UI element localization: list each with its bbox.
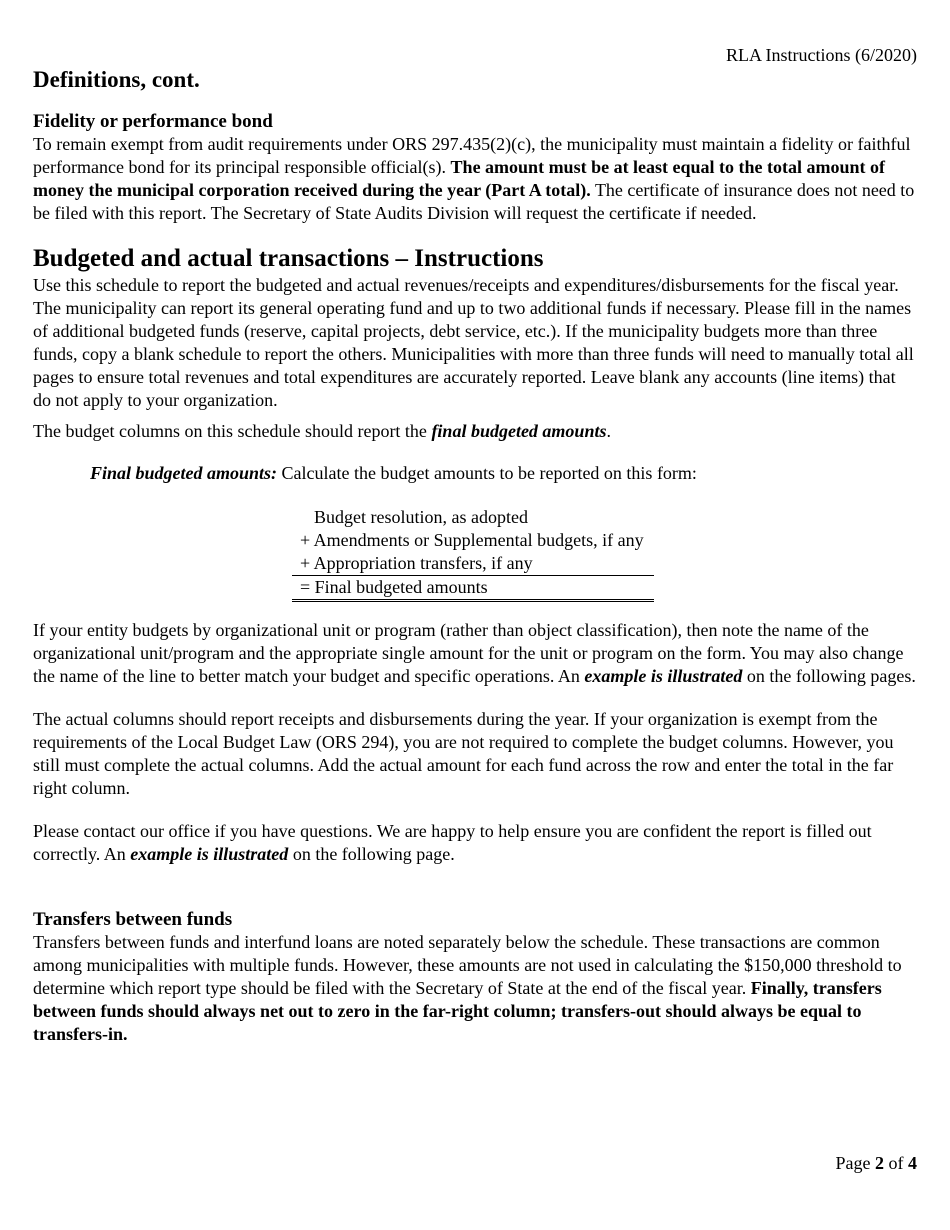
budgeted-section-title: Budgeted and actual transactions – Instructions <box>33 245 544 272</box>
fidelity-bold-text: The amount must be at least equal to the total amount of money the municipal corporation received during the year (Part A total). <box>33 157 886 200</box>
budgeted-paragraph-5 <box>33 820 917 866</box>
transfers-paragraph <box>33 931 917 1046</box>
formula-line-1: Budget resolution, as adopted <box>314 507 528 527</box>
budgeted-para-5-post: on the following page. <box>288 844 455 864</box>
fidelity-section <box>33 110 917 225</box>
formula-line-4: = Final budgeted amounts <box>292 576 654 602</box>
page-total: 4 <box>908 1153 917 1173</box>
budgeted-paragraph-2 <box>33 420 917 443</box>
transfers-bold-text: Finally, transfers between funds should always net out to zero in the far-right column; transfers-out should always be equal to transfers-in. <box>33 978 882 1044</box>
page-of: of <box>884 1153 908 1173</box>
final-budgeted-text: Calculate the budget amounts to be reported on this form: <box>277 463 697 483</box>
fidelity-text-2: The certificate of insurance does not need to be filed with this report. The Secretary of State Audits Division will request the certificate if needed. <box>33 180 915 223</box>
formula-line-2: + Amendments or Supplemental budgets, if any <box>300 530 644 550</box>
fidelity-paragraph <box>33 133 917 225</box>
example-illustrated-emphasis-2: example is illustrated <box>130 844 289 864</box>
budgeted-para-2-pre: The budget columns on this schedule should report the <box>33 421 432 441</box>
budgeted-paragraph-3 <box>33 619 917 688</box>
transfers-text: Transfers between funds and interfund loans are noted separately below the schedule. These transactions are common among municipalities with multiple funds. However, these amounts are not used in calculating the $150,000 threshold to determine which report type should be filed with the Secretary of State at the end of the fiscal year. <box>33 932 902 998</box>
example-illustrated-emphasis-1: example is illustrated <box>584 666 743 686</box>
budget-formula <box>292 506 656 602</box>
page-label: Page <box>835 1153 875 1173</box>
budgeted-para-3-pre: If your entity budgets by organizational unit or program (rather than object classification), then note the name of the organizational unit/program and the appropriate single amount for the unit or program on the form. You may also change the name of the line to better match your budget and specific operations. An <box>33 620 904 686</box>
budgeted-para-5-pre: Please contact our office if you have questions. We are happy to help ensure you are confident the report is filled out correctly. An <box>33 821 872 864</box>
fidelity-heading: Fidelity or performance bond <box>33 111 273 132</box>
transfers-section <box>33 908 917 1046</box>
final-budgeted-line <box>33 462 917 485</box>
definitions-title: Definitions, cont. <box>33 67 200 92</box>
budgeted-para-3-post: on the following pages. <box>742 666 916 686</box>
budgeted-paragraph-1: Use this schedule to report the budgeted and actual revenues/receipts and expenditures/disbursements for the fiscal year. The municipality can report its general operating fund and up to two additional funds if necessary. Please fill in the names of additional budgeted funds (reserve, capital projects, debt service, etc.). If the municipality budgets more than three funds, copy a blank schedule to report the others. Municipalities with more than three funds will need to manually total all pages to ensure total revenues and total expenditures are accurately reported. Leave blank any accounts (line items) that do not apply to your organization. <box>33 275 914 410</box>
fidelity-text-1: To remain exempt from audit requirements under ORS 297.435(2)(c), the municipality must maintain a fidelity or faithful performance bond for its principal responsible official(s). <box>33 134 911 177</box>
document-id: RLA Instructions (6/2020) <box>726 45 917 65</box>
budgeted-paragraph-4: The actual columns should report receipts and disbursements during the year. If your organization is exempt from the requirements of the Local Budget Law (ORS 294), you are not required to complete the budget columns. However, you still must complete the actual columns. Add the actual amount for each fund across the row and enter the total in the far right column. <box>33 709 894 798</box>
page-current: 2 <box>875 1153 884 1173</box>
final-budgeted-label: Final budgeted amounts: <box>90 463 278 483</box>
budgeted-section <box>33 274 917 485</box>
formula-line-3: + Appropriation transfers, if any <box>292 552 654 576</box>
budgeted-details <box>33 619 917 866</box>
final-budgeted-emphasis: final budgeted amounts <box>431 421 607 441</box>
page-number <box>836 1152 918 1175</box>
transfers-heading: Transfers between funds <box>33 909 233 930</box>
budgeted-para-2-post: . <box>606 421 611 441</box>
